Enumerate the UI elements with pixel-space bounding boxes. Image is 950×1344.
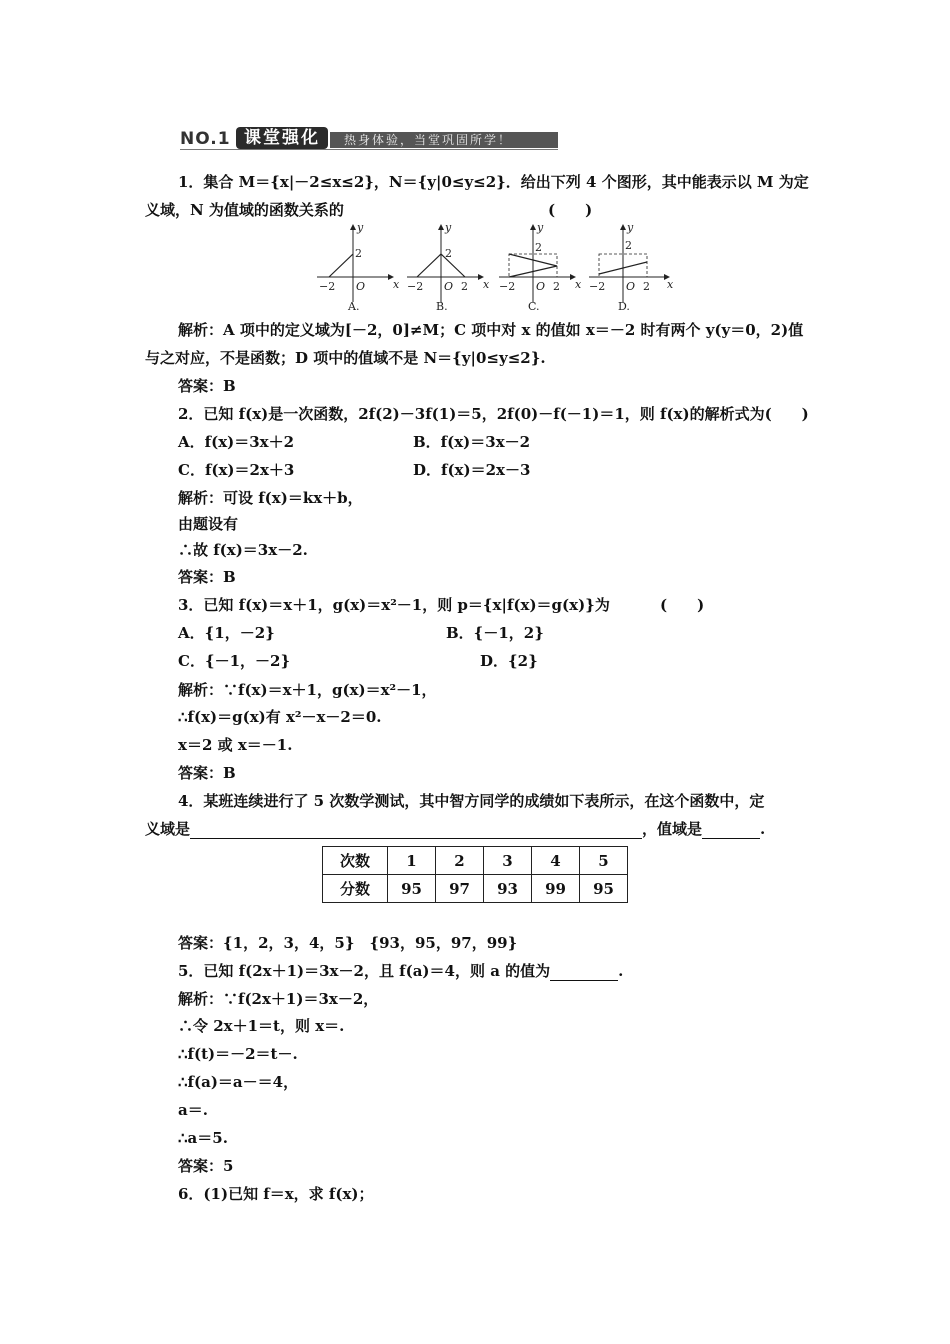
graph-c-pos2: 2 [553, 280, 560, 293]
graph-b-y-tick: 2 [445, 247, 452, 260]
graph-a-x-label: x [393, 278, 400, 291]
table-cell: 97 [436, 875, 484, 903]
table-cell: 2 [436, 847, 484, 875]
table-row [323, 875, 628, 903]
q2-option-d: D．f(x)＝2x－3 [413, 461, 531, 479]
section-banner [180, 127, 558, 151]
table-header-scores: 分数 [323, 875, 388, 903]
q4-range-blank[interactable] [702, 822, 760, 839]
q5-answer-blank[interactable] [550, 964, 618, 981]
q2-option-c: C．f(x)＝2x＋3 [178, 461, 295, 479]
q5-solution-line5: a＝. [178, 1101, 208, 1119]
q5-solution-line2: ∴令 2x＋1＝t，则 x＝. [178, 1017, 345, 1035]
q1-solution-line2: 与之对应，不是函数；D 项中的值域不是 N＝{y|0≤y≤2}. [145, 349, 546, 367]
graph-d-x-label: x [667, 278, 674, 291]
q4-stem-line2 [145, 819, 765, 839]
q3-stem: 3．已知 f(x)＝x＋1，g(x)＝x²－1，则 p＝{x|f(x)＝g(x)}为 [178, 596, 610, 614]
graph-b [407, 222, 490, 312]
table-cell: 95 [388, 875, 436, 903]
q2-option-a: A．f(x)＝3x＋2 [178, 433, 295, 451]
q2-solution-line2: 由题设有 [178, 515, 239, 533]
q5-answer: 答案：5 [178, 1157, 234, 1175]
graph-a-y-label: y [357, 222, 364, 234]
banner-title: 课堂强化 [236, 127, 328, 149]
q5-stem-text: 5．已知 f(2x＋1)＝3x－2，且 f(a)＝4，则 a 的值为 [178, 962, 551, 980]
graph-c-neg2: −2 [499, 280, 516, 293]
q1-stem-line1: 1．集合 M＝{x|－2≤x≤2}，N＝{y|0≤y≤2}．给出下列 4 个图形，其中能表示以 M 为定 [178, 173, 809, 191]
graph-c [499, 222, 582, 312]
q2-option-b: B．f(x)＝3x－2 [413, 433, 531, 451]
q6-stem: 6．(1)已知 f＝x，求 f(x)； [178, 1185, 374, 1203]
q5-stem [178, 961, 623, 981]
graph-b-x-label: x [483, 278, 490, 291]
graph-c-y-label: y [537, 222, 544, 234]
q3-solution-line2: ∴f(x)＝g(x)有 x²－x－2＝0. [178, 708, 382, 726]
q1-stem-line2: 义域，N 为值域的函数关系的 [145, 201, 344, 219]
graph-c-label: C. [528, 300, 540, 312]
graph-a-label: A. [348, 300, 360, 312]
graph-b-neg2: −2 [407, 280, 424, 293]
graph-c-x-label: x [575, 278, 582, 291]
graph-d-pos2: 2 [643, 280, 650, 293]
graph-d-neg2: −2 [589, 280, 606, 293]
q4-line2-end: . [760, 820, 766, 838]
q2-stem: 2．已知 f(x)是一次函数，2f(2)－3f(1)＝5，2f(0)－f(－1)＝1，则 f(x)的解析式为( ) [178, 405, 809, 423]
graph-d-y-tick: 2 [625, 239, 632, 252]
q3-solution-line1: 解析：∵f(x)＝x＋1，g(x)＝x²－1， [178, 681, 437, 699]
graph-d-origin: O [626, 280, 636, 293]
table-cell: 99 [532, 875, 580, 903]
table-cell: 95 [580, 875, 628, 903]
q5-solution-line4: ∴f(a)＝a－＝4， [178, 1073, 299, 1091]
q3-solution-line3: x＝2 或 x＝－1. [178, 736, 293, 754]
q4-domain-blank[interactable] [190, 822, 642, 839]
q2-solution-line3: ∴故 f(x)＝3x－2. [178, 541, 308, 559]
graph-d-label: D. [618, 300, 630, 312]
q3-option-a: A．{1，－2} [178, 624, 275, 642]
q2-answer: 答案：B [178, 568, 236, 586]
banner-subtitle: 热身体验，当堂巩固所学！ [330, 132, 558, 148]
q4-domain-label: 义域是 [145, 820, 191, 838]
q3-answer-paren: ( ) [660, 596, 705, 614]
q4-range-label: ，值域是 [642, 820, 703, 838]
table-cell: 5 [580, 847, 628, 875]
graph-d [589, 222, 674, 312]
table-cell: 1 [388, 847, 436, 875]
graph-a-y-tick: 2 [355, 247, 362, 260]
q4-answer: 答案：{1，2，3，4，5} {93，95，97，99} [178, 934, 518, 952]
q5-stem-end: . [618, 962, 624, 980]
graph-a-origin: O [356, 280, 366, 293]
table-header-times: 次数 [323, 847, 388, 875]
table-cell: 3 [484, 847, 532, 875]
q2-solution-line1: 解析：可设 f(x)＝kx＋b， [178, 489, 363, 507]
q5-solution-line6: ∴a＝5. [178, 1129, 228, 1147]
q4-scores-table [322, 846, 628, 903]
q3-option-d: D．{2} [480, 652, 538, 670]
q3-option-b: B．{－1，2} [446, 624, 544, 642]
q1-graphs [315, 222, 675, 312]
table-row [323, 847, 628, 875]
q4-stem-line1: 4．某班连续进行了 5 次数学测试，其中智方同学的成绩如下表所示，在这个函数中，定 [178, 792, 765, 810]
q1-solution-line1: 解析：A 项中的定义域为[－2，0]≠M；C 项中对 x 的值如 x＝－2 时有两个 y(y＝0，2)值 [178, 321, 804, 339]
q1-answer-paren: ( ) [548, 201, 593, 219]
q1-answer: 答案：B [178, 377, 236, 395]
table-cell: 4 [532, 847, 580, 875]
graph-b-origin: O [444, 280, 454, 293]
banner-number: NO.1 [180, 129, 231, 149]
graph-c-origin: O [536, 280, 546, 293]
graph-c-y-tick: 2 [535, 241, 542, 254]
graph-b-label: B. [436, 300, 448, 312]
graph-a-neg2: −2 [319, 280, 336, 293]
banner-rule [180, 149, 558, 150]
graph-b-y-label: y [445, 222, 452, 234]
q3-option-c: C．{－1，－2} [178, 652, 291, 670]
q5-solution-line1: 解析：∵f(2x＋1)＝3x－2， [178, 990, 379, 1008]
graph-a [317, 222, 400, 312]
q3-answer: 答案：B [178, 764, 236, 782]
q5-solution-line3: ∴f(t)＝－2＝t－. [178, 1045, 298, 1063]
graph-d-y-label: y [627, 222, 634, 234]
graph-b-pos2: 2 [461, 280, 468, 293]
table-cell: 93 [484, 875, 532, 903]
